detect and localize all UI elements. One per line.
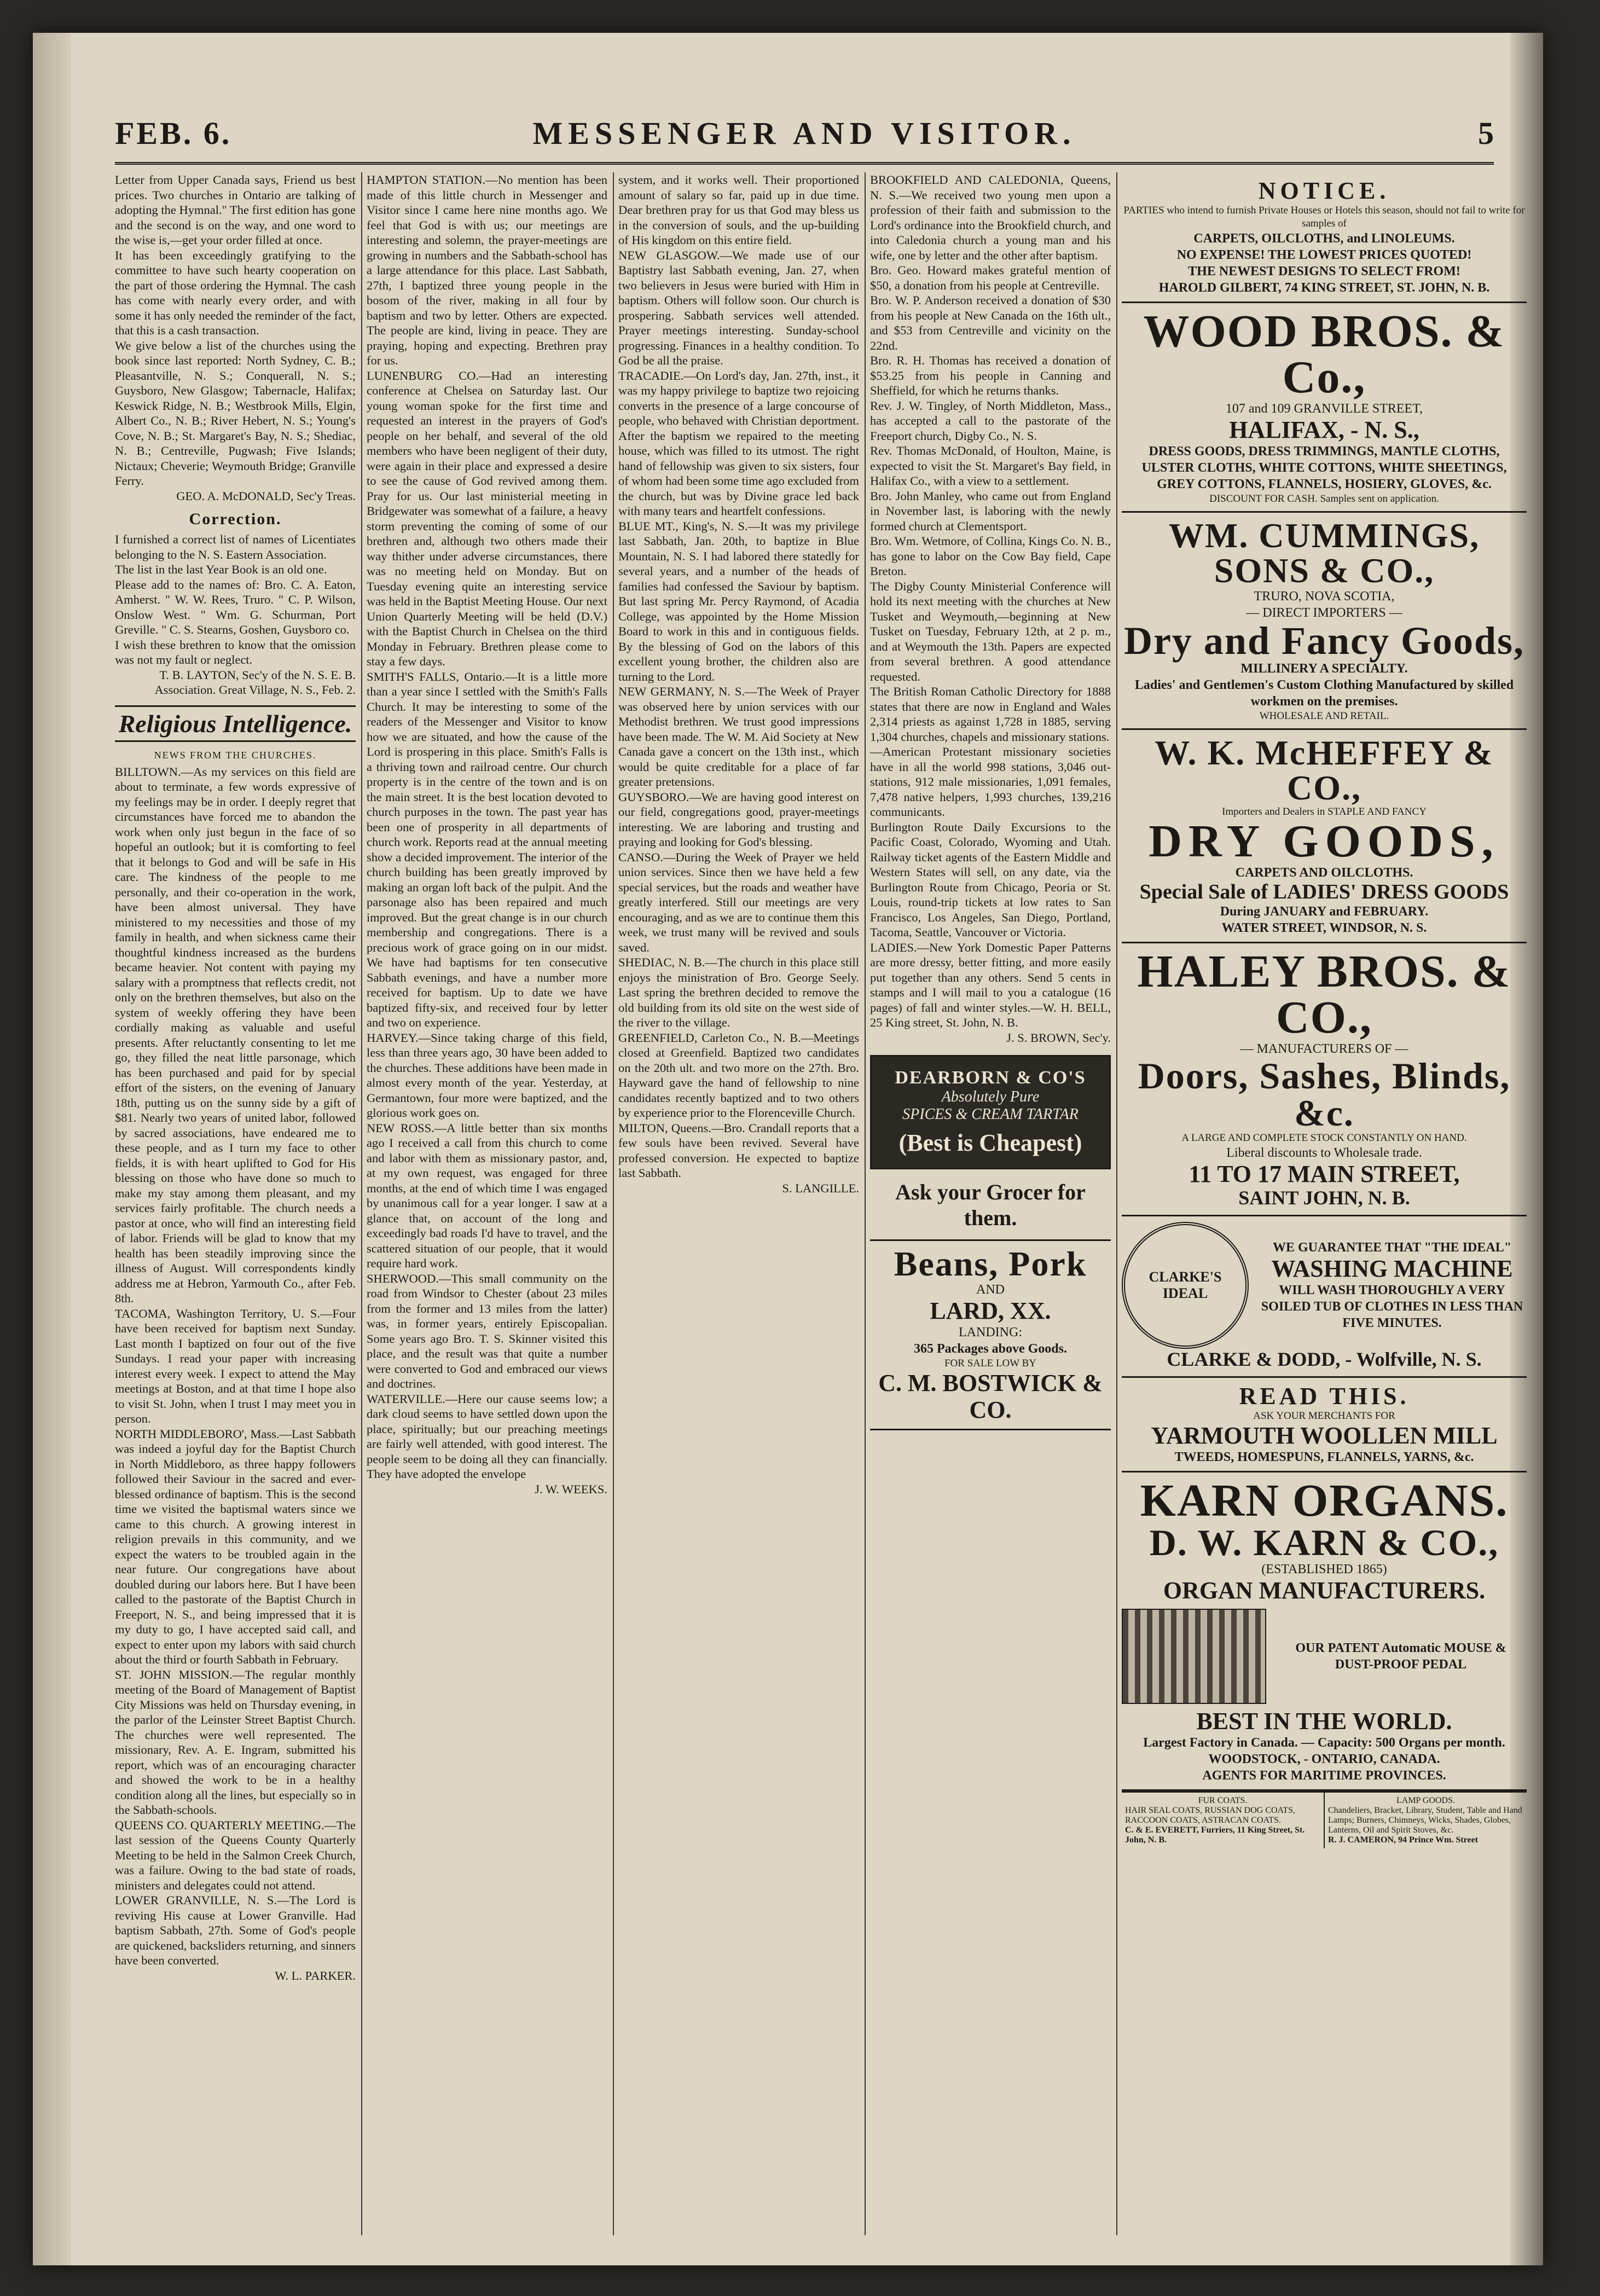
woollen-goods: TWEEDS, HOMESPUNS, FLANNELS, YARNS, &c.	[1174, 1450, 1474, 1465]
hymnal-article: Letter from Upper Canada says, Friend us best prices. Two churches in Ontario are talking of adopting the Hymnal." The first edition has gone and the second is on the way, and one word to the wise is,—get your order filled at once. It has been exceedingly gratifying to the committee to have such hearty cooperation on the part of those ordering the Hymnal. The cash has come with nearly every order, and with some it has only needed the reminder of the fact, that this is a cash transaction. We give below a list of the churches using the book since last reported: North Sydney, C. B.; Pleasantville, N. S.; Conquerall, N. S.; Guysboro, New Glasgow; Tabernacle, Halifax; Keswick Ridge, N. B.; Westbrook Mills, Elgin, Albert Co., N. B.; River Hebert, N. S.; Young's Cove, N. B.; St. Margaret's Bay, N. S.; Shediac, N. B.; Centreville, Pugwash; Five Islands; Nictaux; Cheverie; Weymouth Bridge; Granville Ferry.	[115, 173, 356, 488]
spice-line-2: SPICES & CREAM TARTAR	[902, 1106, 1079, 1123]
karn-best: BEST IN THE WORLD.	[1196, 1707, 1452, 1735]
notice-designs: THE NEWEST DESIGNS TO SELECT FROM!	[1188, 264, 1460, 279]
washing-machine-advertisement	[1122, 1216, 1527, 1378]
column-2-signature: J. W. WEEKS.	[535, 1482, 607, 1496]
lamp-text: Chandeliers, Bracket, Library, Student, Table and Hand Lamps; Burners, Chimneys, Wicks, Shades, Globes, Lanterns, Oil and Spirit Stoves, &c.	[1328, 1805, 1522, 1835]
karn-factory: Largest Factory in Canada. — Capacity: 500 Organs per month.	[1143, 1735, 1505, 1750]
mcheffey-goods: DRY GOODS,	[1149, 815, 1500, 867]
mcheffey-name: W. K. McHEFFEY & CO.,	[1155, 733, 1494, 807]
correction-heading: Correction.	[189, 510, 282, 528]
correction-signature: T. B. LAYTON, Sec'y of the N. S. E. B. Association. Great Village, N. S., Feb. 2.	[154, 668, 358, 697]
fur-coats-advertisement	[1122, 1793, 1324, 1848]
karn-firm: D. W. KARN & CO.,	[1149, 1522, 1499, 1564]
fur-title: FUR COATS.	[1198, 1795, 1248, 1805]
column-rule	[1116, 172, 1117, 2235]
beans-advertisement	[870, 1239, 1111, 1430]
notice-goods: CARPETS, OILCLOTHS, and LINOLEUMS.	[1193, 231, 1455, 246]
haley-advertisement	[1122, 943, 1527, 1216]
notice-text: PARTIES who intend to furnish Private Houses or Hotels this season, should not fail to write for samples of	[1123, 205, 1525, 230]
column-2	[367, 172, 607, 2235]
fur-firm: C. & E. EVERETT, Furriers, 11 King Street, St. John, N. B.	[1125, 1825, 1305, 1845]
column-rule	[865, 172, 866, 2235]
cummings-millinery: MILLINERY A SPECIALTY.	[1240, 662, 1408, 676]
column-3-signature: S. LANGILLE.	[782, 1181, 859, 1195]
wood-bros-address: 107 and 109 GRANVILLE STREET,	[1225, 401, 1423, 416]
karn-agents: AGENTS FOR MARITIME PROVINCES.	[1202, 1768, 1446, 1783]
haley-stock: A LARGE AND COMPLETE STOCK CONSTANTLY ON HAND.	[1181, 1132, 1467, 1144]
page-binding	[33, 33, 71, 2265]
woollen-ask: ASK YOUR MERCHANTS FOR	[1253, 1410, 1395, 1422]
karn-organs-advertisement	[1122, 1472, 1527, 1791]
spice-line-1: Absolutely Pure	[941, 1088, 1040, 1105]
washer-firm: CLARKE & DODD, - Wolfville, N. S.	[1167, 1348, 1482, 1371]
newspaper-page	[33, 33, 1543, 2265]
church-reports-continued: system, and it works well. Their proportioned amount of salary so far, paid up in due time. Dear brethren pray for us that God may bless us in the conversion of souls, and the up-building of His kingdom on this entire field. NEW GLASGOW.—We made use of our Baptistry last Sabbath evening, Jan. 27, when two believers in Jesus were buried with Him in baptism. Others will follow soon. Our church is prospering. Sabbath services well attended. Prayer meetings interesting. Sunday-school progressing. Finances in a healthy condition. To God be all the praise. TRACADIE.—On Lord's day, Jan. 27th, inst., it was my happy privilege to baptize two rejoicing converts in the presence of a large concourse of people, who behaved with Christian deportment. After the baptism we repaired to the meeting house, which was filled to its utmost. The right hand of fellowship was given to six sisters, four of whom had been some time ago excluded from the church, but was by Divine grace led back with many tears and heartfelt confessions. BLUE MT., King's, N. S.—It was my privilege last Sabbath, Jan. 20th, to baptize in Blue Mountain, N. S. I had labored there statedly for several years, and a number of the heads of families had confessed the Saviour by baptism. But last spring Mr. Percy Raymond, of Acadia College, was appointed by the Home Mission Board to work in this and in contiguous fields. By the blessing of God on the labors of this excellent young brother, the children also are turning to the Lord. NEW GERMANY, N. S.—The Week of Prayer was observed here by union services with our Methodist brethren. We trust good impressions have been made. The W. M. Aid Society at New Canada gave a concert on the 13th inst., which would be quite creditable for a place of far greater pretensions. GUYSBORO.—We are having good interest on our field, congregations good, prayer-meetings interesting. We are laboring and trusting and praying and looking for God's blessing. CANSO.—During the Week of Prayer we held union services. Since then we have held a few special services, but the roads and weather have greatly interfered. Still our meetings are very encouraging, and as we are to continue them this week, we trust many will be revived and souls saved. SHEDIAC, N. B.—The church in this place still enjoys the ministration of Bro. George Seely. Last spring the brethren decided to remove the old building from its old site on the west side of the river to the village. GREENFIELD, Carleton Co., N. B.—Meetings closed at Greenfield. Baptized two candidates on the 20th ult. and two more on the 27th. Bro. Hayward gave the hand of fellowship to nine candidates recently baptized and to two others by experience prior to the Florenceville Church. MILTON, Queens.—Bro. Crandall reports that a few souls have been revived. Several have professed conversion. He expected to baptize last Sabbath.	[618, 173, 859, 1180]
notice-expense: NO EXPENSE! THE LOWEST PRICES QUOTED!	[1176, 247, 1472, 262]
mcheffey-importers: Importers and Dealers in STAPLE AND FANCY	[1222, 805, 1427, 817]
cummings-importers: — DIRECT IMPORTERS —	[1246, 606, 1402, 621]
personal-notices: BROOKFIELD AND CALEDONIA, Queens, N. S.—We received two young men upon a profession of their faith and submission to the Lord's ordinance into the Brookfield church, and into Caledonia church a young man and his wife, one by letter and the other after baptism. Bro. Geo. Howard makes grateful mention of $50, a donation from his people at Centreville. Bro. W. P. Anderson received a donation of $30 from his people at New Canada on the 16th ult., and $53 from Centreville and vicinity on the 22nd. Bro. R. H. Thomas has received a donation of $53.25 from his people in Canning and Sheffield, for which he returns thanks. Rev. J. W. Tingley, of North Middleton, Mass., has accepted a call to the pastorate of the Freeport church, Digby Co., N. S. Rev. Thomas McDonald, of Houlton, Maine, is expected to visit the St. Margaret's Bay field, in Halifax Co., with a view to a settlement. Bro. John Manley, who came out from England in November last, is laboring with the newly formed church at Clementsport. Bro. Wm. Wetmore, of Collina, Kings Co. N. B., has gone to labor on the Cow Bay field, Cape Breton. The Digby County Ministerial Conference will hold its next meeting with the churches at New Tusket and Weymouth,—beginning at New Tusket on Tuesday, February 12th, at 2 p. m., and at Weymouth the 13th. Papers are expected from several brethren. A good attendance requested. The British Roman Catholic Directory for 1888 states that there are now in England and Wales 2,314 priests as against 1,728 in 1885, serving 1,304 churches, chapels and missionary stations. —American Protestant missionary societies have in all the world 998 stations, 3,046 out-stations, 912 male missionaries, 1,091 females, 7,478 native helpers, 1,993 churches, 139,216 communicants. Burlington Route Daily Excursions to the Pacific Coast, Colorado, Wyoming and Utah. Railway ticket agents of the Eastern Middle and Western States will sell, on any date, via the Burlington Route from Chicago, Peoria or St. Louis, round-trip tickets at low rates to San Francisco, Los Angeles, San Diego, Portland, Tacoma, Seattle, Vancouver or Victoria. LADIES.—New York Domestic Paper Patterns are more dressy, better fitting, and more easily put together than any others. Send 5 cents in stamps and I will mail to you a catalogue (16 pages) of fall and winter styles.—W. H. BELL, 25 King street, St. John, N. B.	[870, 173, 1111, 1029]
wood-bros-goods: DRESS GOODS, DRESS TRIMMINGS, MANTLE CLOTHS, ULSTER CLOTHS, WHITE COTTONS, WHITE SHEETINGS, GREY COTTONS, FLANNELS, HOSIERY, GLOVES, &c.	[1141, 444, 1507, 492]
notice-firm: HAROLD GILBERT, 74 KING STREET, ST. JOHN, N. B.	[1158, 280, 1490, 295]
wood-bros-name: WOOD BROS. & Co.,	[1143, 305, 1505, 403]
haley-discount: Liberal discounts to Wholesale trade.	[1226, 1146, 1422, 1161]
beans-landing: LANDING:	[959, 1325, 1022, 1340]
haley-manufacturers: — MANUFACTURERS OF —	[1240, 1042, 1408, 1057]
column-4-signature: J. S. BROWN, Sec'y.	[1006, 1030, 1111, 1045]
read-this: READ THIS.	[1239, 1382, 1410, 1410]
notice-title: NOTICE.	[1258, 177, 1390, 204]
karn-title: KARN ORGANS.	[1140, 1475, 1509, 1527]
haley-goods: Doors, Sashes, Blinds, &c.	[1138, 1055, 1511, 1134]
karn-place: WOODSTOCK, - ONTARIO, CANADA.	[1208, 1752, 1440, 1766]
lamp-title: LAMP GOODS.	[1396, 1795, 1455, 1805]
organ-factory-image	[1122, 1609, 1266, 1704]
hymnal-signature: GEO. A. McDONALD, Sec'y Treas.	[176, 489, 356, 503]
spice-ask: Ask your Grocer for them.	[895, 1180, 1086, 1230]
haley-address: 11 TO 17 MAIN STREET,	[1189, 1161, 1460, 1188]
bottom-ads	[1122, 1791, 1527, 1848]
cummings-clothing: Ladies' and Gentlemen's Custom Clothing Manufactured by skilled workmen on the premises.	[1134, 678, 1514, 709]
masthead	[115, 115, 1494, 159]
mcheffey-months: During JANUARY and FEBRUARY.	[1220, 905, 1429, 919]
washer-claim: WILL WASH THOROUGHLY A VERY SOILED TUB OF CLOTHES IN LESS THAN FIVE MINUTES.	[1261, 1283, 1523, 1331]
lamp-goods-advertisement	[1324, 1793, 1527, 1848]
mcheffey-sale: Special Sale of LADIES' DRESS GOODS	[1139, 880, 1509, 903]
column-1	[115, 172, 356, 2235]
beans-lard: LARD, XX.	[930, 1297, 1051, 1324]
column-3	[618, 172, 859, 2235]
cummings-wholesale: WHOLESALE AND RETAIL.	[1259, 710, 1389, 722]
news-signature: W. L. PARKER.	[275, 1968, 356, 1982]
karn-patent: OUR PATENT Automatic MOUSE & DUST-PROOF PEDAL	[1295, 1640, 1506, 1672]
masthead-title: MESSENGER AND VISITOR.	[532, 115, 1076, 151]
wood-bros-discount: DISCOUNT FOR CASH. Samples sent on application.	[1209, 493, 1439, 505]
karn-established: (ESTABLISHED 1865)	[1261, 1562, 1387, 1577]
column-5-ads	[1122, 172, 1527, 2235]
mcheffey-advertisement	[1122, 730, 1527, 944]
woollen-mill-advertisement	[1122, 1378, 1527, 1473]
woollen-name: YARMOUTH WOOLLEN MILL	[1151, 1422, 1498, 1449]
section-heading: Religious Intelligence.	[115, 705, 356, 742]
mcheffey-street: WATER STREET, WINDSOR, N. S.	[1221, 921, 1427, 936]
cummings-goods: Dry and Fancy Goods,	[1123, 619, 1525, 663]
beans-sale: FOR SALE LOW BY	[944, 1358, 1037, 1370]
washer-name: WASHING MACHINE	[1271, 1255, 1513, 1282]
lamp-firm: R. J. CAMERON, 94 Prince Wm. Street	[1328, 1835, 1479, 1845]
church-news: BILLTOWN.—As my services on this field are about to terminate, a few words expressive of my feelings may be in order. I deeply regret that circumstances have forced me to abandon the work when only just begun in the face of so hopeful an outlook; but it is comforting to feel that it belongs to God and will be safe in His care. The kindness of the people to me personally, and their co-operation in the work, have been almost universal. They have ministered to my necessities and those of my family in health, and when sickness came their thoughtful kindness increased as the burdens became heavier. Not content with paying my salary with a promptness that reflects credit, not only on the brethren themselves, but also on the system of weekly offering they have been cordially making as valuable and useful presents. After reluctantly consenting to let me go, they filled the neat little parsonage, which has been purchased and paid for by special effort of the sisters, on the evening of January 18th, putting us on the sunny side by a gift of $81. Nearly two years of united labor, followed by sacred associations, have endeared me to these people, and as I turn my face to other fields, it is with heart uplifted to God for His blessing on those who have done so much to make my stay among them pleasant, and my services fairly profitable. The church needs a pastor at once, who will find an interesting field of labor. Friends will be glad to know that my health has been steadily improving since the illness of August. Will correspondents kindly address me at Hebron, Yarmouth Co., after Feb. 8th. TACOMA, Washington Territory, U. S.—Four have been received for baptism next Sunday. Last month I baptized on four out of the five Sundays. I read your paper with increasing interest every week. I expect to attend the May meetings at Boston, and at that time I hope also to visit St. John, when I trust I may meet you in person. NORTH MIDDLEBORO', Mass.—Last Sabbath was indeed a joyful day for the Baptist Church in North Middleboro, as three happy followers followed their Saviour in the sacred and ever-blessed ordinance of baptism. This is the second time we visited the baptismal waters since we came to this church. A growing interest in religion prevails in this community, and we expect the waters to be troubled again in the near future. Our congregations have about doubled during our labors here. But I have been called to the pastorate of the Baptist Church in Freeport, N. S., and being impressed that it is my duty to go, I have accepted said call, and expect to enter upon my labors with said church about the third or fourth Sabbath in February. ST. JOHN MISSION.—The regular monthly meeting of the Board of Management of Baptist City Missions was held on Thursday evening, in the parlor of the Leinster Street Baptist Church. The churches were well represented. The missionary, Rev. A. E. Ingram, submitted his report, which was of an encouraging character and showed the work to be in a healthy condition along all the lines, but especially so in the Sabbath-schools. QUEENS CO. QUARTERLY MEETING.—The last session of the Queens County Quarterly Meeting to be held in the Salmon Creek Church, was a failure. Owing to the bad state of roads, ministers and delegates could not attend. LOWER GRANVILLE, N. S.—The Lord is reviving His cause at Lower Granville. Had baptism Sabbath, 27th. Some of God's people are quickened, backsliders returning, and sinners have been converted.	[115, 764, 356, 1967]
column-rule	[613, 172, 614, 2235]
cummings-city: TRURO, NOVA SCOTIA,	[1254, 589, 1395, 604]
column-rule	[361, 172, 362, 2235]
spice-advertisement	[870, 1055, 1111, 1169]
spice-footer: (Best is Cheapest)	[898, 1129, 1082, 1156]
beans-and: AND	[976, 1283, 1005, 1297]
wood-bros-advertisement	[1122, 303, 1527, 513]
cummings-name: WM. CUMMINGS, SONS & CO.,	[1168, 516, 1480, 590]
church-reports: HAMPTON STATION.—No mention has been made of this little church in Messenger and Visitor since I came here nine months ago. We feel that God is with us; our meetings are interesting and solemn, the prayer-meetings are growing in numbers and the Sabbath-school has a large attendance for this place. Last Sabbath, 27th, I baptized three young people in the bosom of the river, making in all four by baptism and two by letter. Others are expected. The people are kind, living in peace. They are praying, hoping and expecting. Brethren pray for us. LUNENBURG CO.—Had an interesting conference at Chelsea on Saturday last. Our young woman spoke for the first time and requested an interest in the prayers of God's people on her behalf, and several of the old members who have been negligent of their duty, were again in their place and expressed a desire to see the cause of God revived among them. Pray for us. Our last ministerial meeting in Bridgewater was somewhat of a failure, a heavy storm preventing the coming of some of our brethren and, although two others made their way thither under adverse circumstances, there was no meeting held on Monday. But on Tuesday evening quite an interesting service was held in the Baptist Meeting House. Our next Union Quarterly Meeting will be held (D.V.) with the Baptist Church in Chelsea on the third Monday in February. Brethren please come to stay a few days. SMITH'S FALLS, Ontario.—It is a little more than a year since I settled with the Smith's Falls Church. It may be interesting to some of the readers of the Messenger and Visitor to know how we are situated, and how the cause of the Lord is prospering in this place. Smith's Falls is a thriving town and railroad centre. Our church property is in the centre of the town and is on the main street. It is the best location devoted to church purposes in the town. The past year has been one of prosperity in all departments of church work. Reports read at the annual meeting show a decided improvement. The interior of the church building has been greatly improved by making an organ loft back of the pulpit. And the parsonage also has been repaired and much improved. But the great change is in our church membership and congregations. There is a precious work of grace going on in our midst. We have had baptisms for ten consecutive Sabbath evenings, and have a number more received for baptism. Up to date we have baptized fifty-six, and received four by letter and two on experience. HARVEY.—Since taking charge of this field, less than three years ago, 30 have been added to the churches. These additions have been made in almost every month of the year. Yesterday, at Germantown, four more were baptized, and the glorious work goes on. NEW ROSS.—A little better than six months ago I received a call from this church to come and labor with them as missionary pastor, and, at my own request, was engaged for three months, at the end of which time I was engaged by unanimous call for a year longer. I saw at a glance that, on account of the long and exceedingly bad roads I'd have to travel, and the scattered situation of our people, that it would require hard work. SHERWOOD.—This small community on the road from Windsor to Chester (about 23 miles from the former and 13 miles from the latter) was, in former years, entirely Episcopalian. Some years ago Bro. T. S. Skinner visited this place, and the result was that quite a number were converted to God and embraced our views and doctrines. WATERVILLE.—Here our cause seems low; a dark cloud seems to have settled down upon the place, spiritually; but our preaching meetings are fairly well attended, with good interest. The people seem to be doing all they can financially. They have adopted the envelope	[367, 173, 607, 1481]
washing-machine-badge: CLARKE'S IDEAL	[1122, 1222, 1249, 1349]
cummings-advertisement	[1122, 513, 1527, 730]
karn-manufacturers: ORGAN MANUFACTURERS.	[1163, 1577, 1486, 1604]
masthead-date: FEB. 6.	[115, 115, 232, 151]
masthead-rule	[115, 162, 1494, 165]
page-number: 5	[1478, 115, 1494, 151]
beans-firm: C. M. BOSTWICK & CO.	[878, 1370, 1103, 1423]
beans-packages: 365 Packages above Goods.	[913, 1342, 1067, 1356]
washer-guarantee: WE GUARANTEE THAT "THE IDEAL"	[1272, 1240, 1512, 1255]
fur-text: HAIR SEAL COATS, RUSSIAN DOG COATS, RACCOON COATS, ASTRACAN COATS.	[1125, 1805, 1295, 1825]
notice-advertisement	[1122, 172, 1527, 303]
haley-city: SAINT JOHN, N. B.	[1238, 1187, 1410, 1209]
wood-bros-city: HALIFAX, - N. S.,	[1229, 416, 1419, 443]
correction-article: I furnished a correct list of names of Licentiates belonging to the N. S. Eastern Association. The list in the last Year Book is an old one. Please add to the names of: Bro. C. A. Eaton, Amherst. " W. W. Rees, Truro. " C. P. Wilson, Onslow West. " Wm. G. Schurman, Port Greville. " C. S. Stearns, Goshen, Guysboro co. I wish these brethren to know that the omission was not my fault or neglect.	[115, 532, 356, 666]
column-4	[870, 172, 1111, 2235]
beans-title: Beans, Pork	[894, 1244, 1087, 1283]
news-heading: NEWS FROM THE CHURCHES.	[154, 749, 317, 761]
haley-name: HALEY BROS. & CO.,	[1137, 946, 1511, 1043]
spice-brand: DEARBORN & CO'S	[895, 1068, 1086, 1088]
mcheffey-carpets: CARPETS AND OILCLOTHS.	[1235, 865, 1413, 880]
